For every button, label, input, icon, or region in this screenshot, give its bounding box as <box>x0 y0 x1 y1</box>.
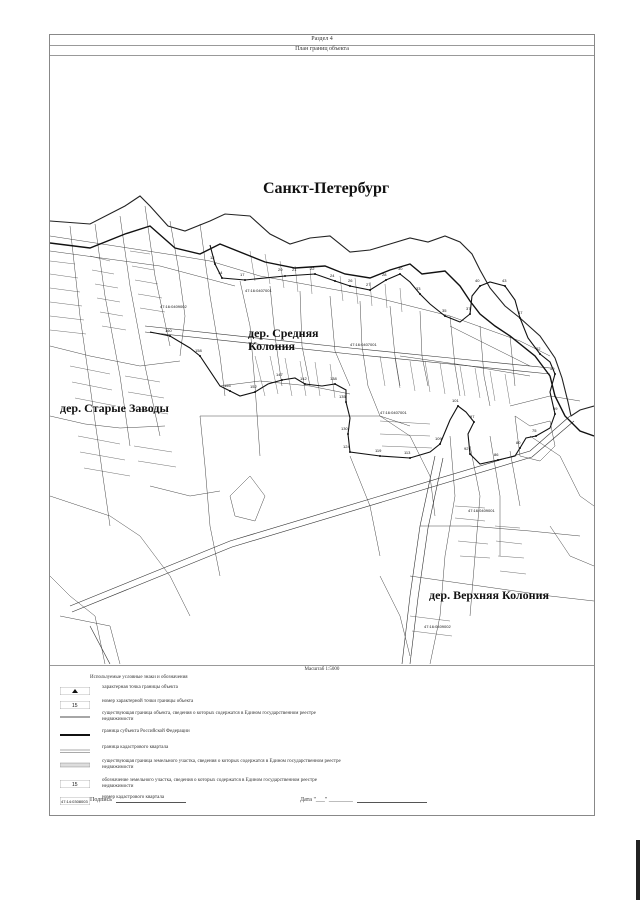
svg-text:52: 52 <box>536 346 541 351</box>
signature-label: Подпись <box>90 797 113 803</box>
legend-title: Используемые условные знаки и обозначения <box>90 675 188 680</box>
svg-text:113: 113 <box>404 450 411 455</box>
svg-text:27: 27 <box>366 282 371 287</box>
number-box-icon <box>60 797 90 805</box>
label-sredniaya-line1: дер. Средняя <box>248 326 319 340</box>
legend-text: характерная точка границы объекта <box>102 685 178 690</box>
label-starye-zavody: дер. Старые Заводы <box>60 401 169 415</box>
legend-row-block-boundary <box>58 745 558 759</box>
point-number-labels <box>165 255 558 457</box>
svg-text:47:16:0407001: 47:16:0407001 <box>380 410 407 415</box>
svg-text:30: 30 <box>398 266 403 271</box>
svg-text:119: 119 <box>375 448 382 453</box>
svg-text:109: 109 <box>435 436 442 441</box>
hatched-line-icon <box>60 761 90 769</box>
legend-text: номер кадастрового квартала <box>102 795 165 800</box>
section-header: Раздел 4 <box>50 36 594 46</box>
svg-text:33: 33 <box>416 286 421 291</box>
boundary-points <box>169 263 556 461</box>
date-line <box>357 802 427 803</box>
svg-text:142: 142 <box>300 376 307 381</box>
double-line-icon <box>60 747 90 755</box>
svg-text:47: 47 <box>518 310 523 315</box>
legend-text: существующая граница объекта, сведения о которых содержатся в Едином государственном реестре недвижимости <box>102 711 316 722</box>
svg-text:26: 26 <box>348 278 353 283</box>
signature-line <box>116 802 186 803</box>
legend-text: номер характерной точки границы объекта <box>102 699 194 704</box>
label-verkhniaya-kolonia: дер. Верхняя Колония <box>429 588 549 602</box>
svg-text:147: 147 <box>276 372 283 377</box>
number-box-icon <box>60 780 90 788</box>
svg-text:130: 130 <box>341 426 348 431</box>
svg-text:15: 15 <box>72 703 78 709</box>
legend-row-parcel-label <box>58 778 558 792</box>
svg-text:124: 124 <box>343 444 350 449</box>
legend-row-point <box>58 685 558 699</box>
svg-text:158: 158 <box>195 348 202 353</box>
svg-text:152: 152 <box>250 384 257 389</box>
scale-text: Масштаб 1:5000 <box>50 665 594 672</box>
date-field <box>300 797 427 803</box>
svg-text:15: 15 <box>72 782 78 788</box>
svg-text:22: 22 <box>310 266 315 271</box>
legend-text: существующая граница земельного участка, сведения о которых содержатся в Едином государственном реестре недвижимости <box>102 759 341 770</box>
svg-text:47:14:0308003: 47:14:0308003 <box>61 799 88 804</box>
house-parcels <box>50 251 526 636</box>
label-sredniaya-line2: Колония <box>248 339 295 353</box>
svg-text:21: 21 <box>292 267 297 272</box>
svg-text:80: 80 <box>516 440 521 445</box>
svg-text:24: 24 <box>330 273 335 278</box>
legend-row-subject-boundary <box>58 729 558 743</box>
legend-text: граница кадастрового квартала <box>102 745 169 750</box>
map-area <box>50 56 594 664</box>
date-label: Дата "___" ________ <box>300 797 353 803</box>
svg-text:47:16:0407001: 47:16:0407001 <box>350 342 377 347</box>
svg-text:97: 97 <box>470 414 475 419</box>
svg-text:37: 37 <box>466 306 471 311</box>
svg-text:101: 101 <box>452 398 459 403</box>
svg-text:12: 12 <box>210 255 215 260</box>
svg-text:135: 135 <box>339 394 346 399</box>
svg-text:28: 28 <box>382 272 387 277</box>
number-box-icon <box>60 701 90 709</box>
road-lines <box>70 326 574 664</box>
label-sredniaya-kolonia <box>248 327 319 353</box>
plan-sheet <box>49 34 595 816</box>
svg-text:47:16:0409002: 47:16:0409002 <box>424 624 451 629</box>
svg-text:86: 86 <box>494 452 499 457</box>
svg-text:17: 17 <box>240 272 245 277</box>
svg-text:47:16:0407001: 47:16:0407001 <box>245 288 272 293</box>
svg-text:47:16:0409002: 47:16:0409002 <box>160 304 187 309</box>
svg-text:92: 92 <box>464 446 469 451</box>
svg-text:47:16:0409001: 47:16:0409001 <box>468 508 495 513</box>
svg-text:20: 20 <box>278 267 283 272</box>
svg-text:14: 14 <box>218 270 223 275</box>
thin-line-icon <box>60 713 90 721</box>
legend-text: обозначение земельного участка, сведения о которых содержатся в Едином государственном реестре недвижимости <box>102 778 317 789</box>
legend-row-land-parcel <box>58 759 558 773</box>
map-drawing <box>50 56 594 664</box>
svg-text:138: 138 <box>330 376 337 381</box>
thick-line-icon <box>60 731 90 739</box>
svg-text:43: 43 <box>502 278 507 283</box>
coastline <box>50 196 594 416</box>
legend-text: граница субъекта Российской Федерации <box>102 729 190 734</box>
svg-text:155: 155 <box>224 383 231 388</box>
svg-text:69: 69 <box>553 406 558 411</box>
plan-title: План границ объекта <box>50 46 594 56</box>
signature-field <box>90 797 186 803</box>
page-edge-mark <box>636 840 640 900</box>
svg-text:35: 35 <box>442 308 447 313</box>
label-saint-petersburg: Санкт-Петербург <box>263 180 390 197</box>
svg-text:160: 160 <box>165 328 172 333</box>
triangle-point-icon <box>60 687 90 695</box>
svg-text:75: 75 <box>532 428 537 433</box>
legend-row-existing-boundary <box>58 711 558 725</box>
svg-text:59: 59 <box>550 366 555 371</box>
svg-text:40: 40 <box>475 278 480 283</box>
